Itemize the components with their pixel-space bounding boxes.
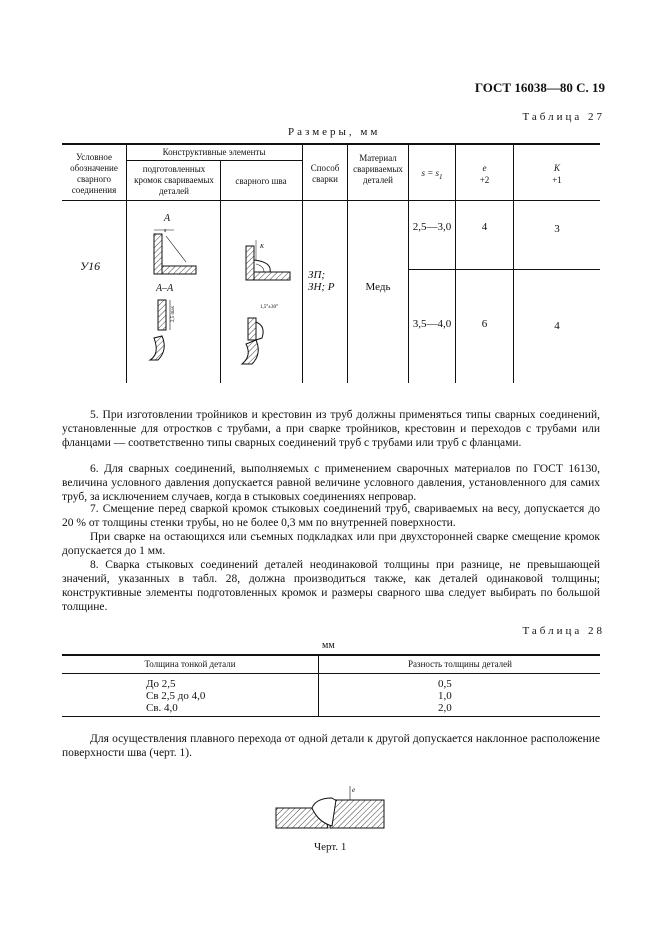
table27-caption: Таблица 27 (522, 111, 605, 123)
table28-row-1-thickness: До 2,5 (146, 678, 176, 690)
label-aa: А–А (156, 283, 174, 294)
table27-head-k-tol: +1 (552, 175, 562, 185)
drawing-1-caption: Черт. 1 (314, 841, 347, 853)
table27-head-s: $s = s_1$ (421, 168, 443, 181)
table28-row-2-thickness: Св 2,5 до 4,0 (146, 690, 206, 702)
table27-s-1: 2,5—3,0 (412, 221, 452, 233)
drawing-1 (272, 780, 392, 838)
label-a: А (164, 213, 171, 224)
table28-row-3-diff: 2,0 (438, 702, 452, 714)
page-header: ГОСТ 16038—80 С. 19 (474, 80, 605, 95)
paragraph-6: 6. Для сварных соединений, выполняемых с применением сварочных материалов по ГОСТ 16130, величина условного давления допускается равной величине условного давления, установленного для самих труб, за исключением случаев, когда в стыковых соединениях непровар. (62, 463, 600, 503)
table27-head-prepared: подготовленных кромок свариваемых деталей (134, 164, 214, 196)
dims-label: 2,5 max (171, 305, 176, 322)
table27-s-2: 3,5—4,0 (412, 318, 452, 330)
table27-head-e: e (482, 163, 487, 173)
table28-caption: Таблица 28 (522, 625, 605, 637)
table27-k-1: 3 (554, 223, 560, 235)
svg-text:s: s (164, 228, 167, 234)
table27-head-k: K (553, 163, 560, 173)
table28-head-1: Толщина тонкой детали (144, 659, 236, 669)
weld-drawing (234, 236, 296, 366)
table27-head-e-tol: +2 (479, 175, 490, 185)
paragraph-transition: Для осуществления плавного перехода от одной детали к другой допускается наклонное расположение поверхности шва (черт. 1). (62, 733, 600, 759)
table27-k-2: 4 (554, 320, 560, 332)
table27-code: У16 (80, 259, 101, 273)
table28-row-2-diff: 1,0 (438, 690, 452, 702)
table27-e-2: 6 (481, 318, 488, 330)
drawing-angle-label: 1,5°±30° (260, 305, 278, 310)
paragraph-7: 7. Смещение перед сваркой кромок стыковых соединений труб, свариваемых на весу, допускается до 20 % от толщины стенки трубы, но не более 0,3 мм по внутренней поверхности. (62, 503, 600, 529)
table27-e-1: 4 (481, 221, 488, 233)
table27-head-constructive: Конструктивные элементы (162, 147, 266, 157)
table27-head-designation: Условное обозначение сварного соединения (70, 152, 118, 195)
prepared-edges-drawing (140, 222, 210, 362)
paragraph-7b: При сварке на остающихся или съемных подкладках или при двухсторонней сварке смещение кромок допускается до 1 мм. (62, 531, 600, 557)
paragraph-8: 8. Сварка стыковых соединений деталей неодинаковой толщины при разнице, не превышающей значений, указанных в табл. 28, должна производиться также, как деталей одинаковой толщины; конструктивные элементы подготовленных кромок и размеры сварного шва следует выбирать по большой толщине. (62, 559, 600, 613)
table28-row-1-diff: 0,5 (438, 678, 452, 690)
table27-subtitle: Размеры, мм (288, 126, 381, 138)
table27-head-material: Материал свариваемых деталей (353, 153, 403, 185)
table28-col1 (146, 678, 205, 714)
table27-head-weld: сварного шва (235, 176, 287, 186)
table27-head-method: Способ сварки (310, 163, 340, 184)
drawing-k-label: K (260, 244, 265, 250)
paragraph-5: 5. При изготовлении тройников и крестовин из труб должны применяться типы сварных соединений, установленные для отростков с трубами, а при сварке тройников, крестовин и переходов с трубами или фланцами — соответственно типы сварных соединений труб с трубами или труб с фланцами. (62, 409, 600, 449)
table28-row-3-thickness: Св. 4,0 (146, 702, 178, 714)
table27-method: ЗП; ЗН; Р (308, 269, 335, 293)
table28-unit: мм (322, 640, 335, 651)
table27-material: Медь (365, 281, 391, 293)
table28-col2 (438, 678, 452, 714)
drawing1-e-label: e (352, 786, 356, 794)
table28-head-2: Разность толщины деталей (408, 659, 512, 669)
